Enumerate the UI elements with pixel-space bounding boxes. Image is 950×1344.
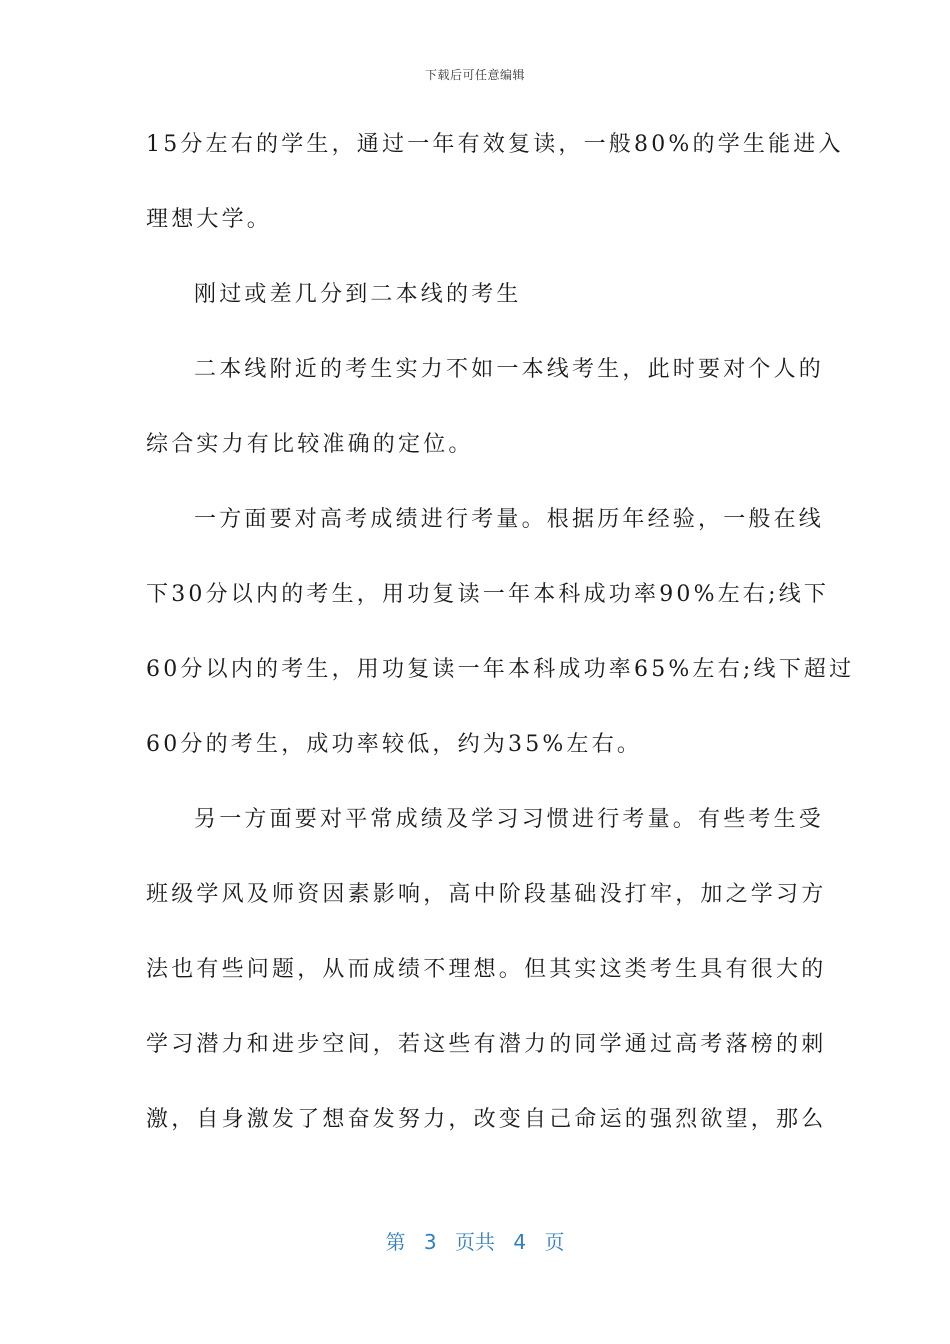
text-line: 法也有些问题，从而成绩不理想。但其实这类考生具有很大的 [146, 957, 827, 982]
text-line: 60分以内的考生，用功复读一年本科成功率65%左右;线下超过 [146, 657, 855, 682]
text-line: 15分左右的学生，通过一年有效复读，一般80%的学生能进入 [146, 132, 844, 157]
text-line: 激，自身激发了想奋发努力，改变自己命运的强烈欲望，那么 [146, 1107, 827, 1132]
text-line: 二本线附近的考生实力不如一本线考生，此时要对个人的 [194, 357, 825, 382]
footer-suffix: 页 [544, 1230, 565, 1254]
page-header: 下载后可任意编辑 [424, 68, 525, 82]
footer-prefix: 第 [385, 1230, 406, 1254]
text-line: 班级学风及师资因素影响，高中阶段基础没打牢，加之学习方 [146, 882, 827, 907]
text-line: 下30分以内的考生，用功复读一年本科成功率90%左右;线下 [146, 582, 830, 607]
total-page-count: 4 [513, 1230, 527, 1254]
footer-middle: 页共 [455, 1230, 495, 1254]
current-page-number: 3 [423, 1230, 437, 1254]
text-line: 60分的考生，成功率较低，约为35%左右。 [146, 732, 643, 757]
text-line: 另一方面要对平常成绩及学习习惯进行考量。有些考生受 [194, 807, 825, 832]
page-footer [0, 1226, 950, 1255]
section-heading: 刚过或差几分到二本线的考生 [194, 282, 522, 307]
text-line: 理想大学。 [146, 207, 273, 232]
text-line: 一方面要对高考成绩进行考量。根据历年经验，一般在线 [194, 507, 825, 532]
text-line: 综合实力有比较准确的定位。 [146, 432, 474, 457]
text-line: 学习潜力和进步空间，若这些有潜力的同学通过高考落榜的刺 [146, 1032, 827, 1057]
